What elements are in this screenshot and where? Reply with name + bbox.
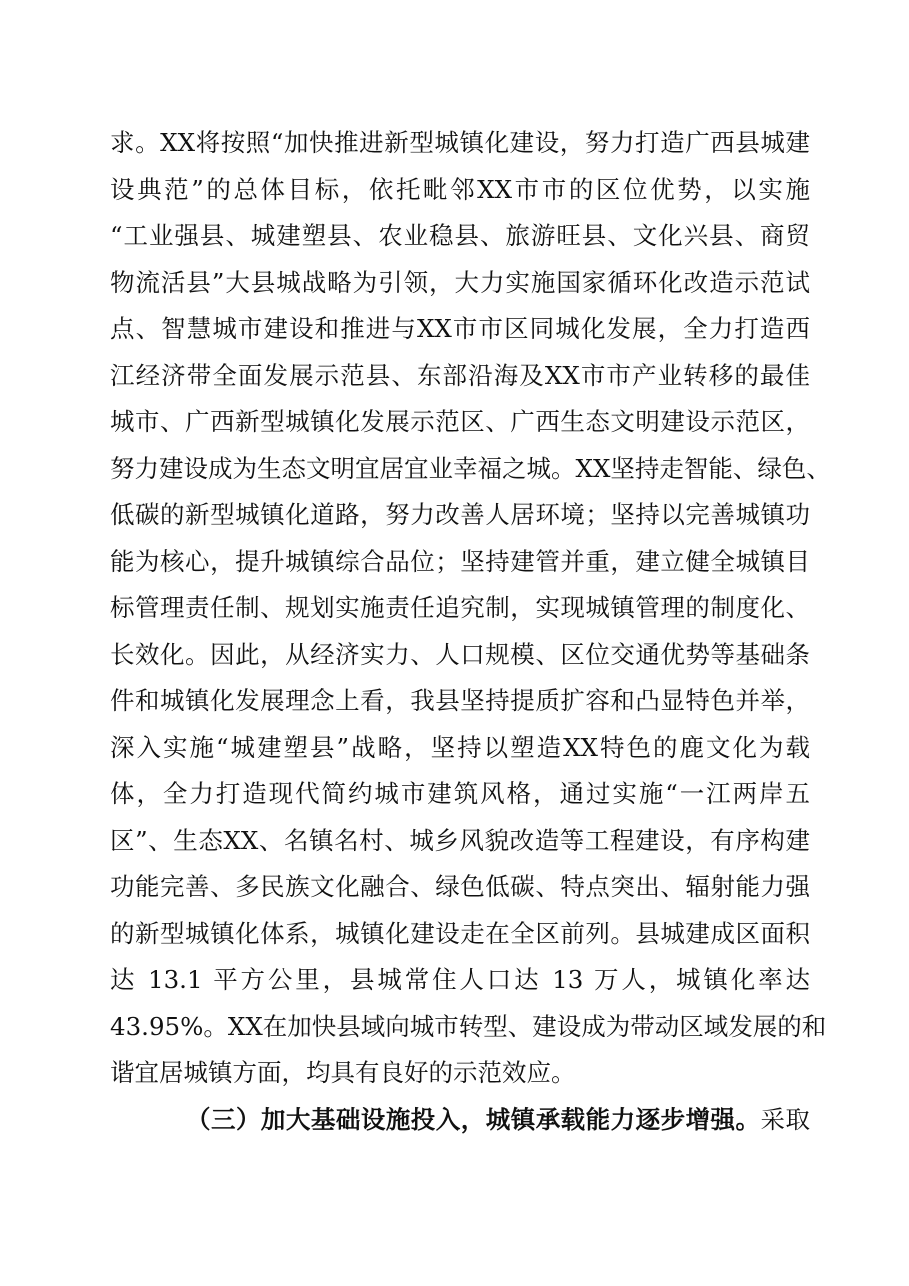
paragraph-line: 体，全力打造现代简约城市建筑风格，通过实施“一江两岸五 bbox=[110, 779, 810, 808]
section-heading-line bbox=[110, 1097, 810, 1144]
paragraph-line: 43.95%。XX在加快县域向城市转型、建设成为带动区域发展的和 bbox=[110, 1011, 827, 1041]
section-heading: （三）加大基础设施投入，城镇承载能力逐步增强。 bbox=[186, 1104, 761, 1134]
paragraph-line: 深入实施“城建塑县”战略，坚持以塑造XX特色的鹿文化为载 bbox=[110, 732, 810, 762]
paragraph-line: 的新型城镇化体系，城镇化建设走在全区前列。县城建成区面积 bbox=[110, 918, 810, 948]
paragraph-line: 达 13.1 平方公里，县城常住人口达 13 万人，城镇化率达 bbox=[110, 965, 810, 994]
paragraph-line: 件和城镇化发展理念上看，我县坚持提质扩容和凸显特色并举， bbox=[110, 686, 810, 715]
paragraph-line: 区”、生态XX、名镇名村、城乡风貌改造等工程建设，有序构建 bbox=[110, 825, 810, 855]
paragraph-line: 求。XX将按照“加快推进新型城镇化建设，努力打造广西县城建 bbox=[110, 128, 810, 157]
heading-continuation: 采取 bbox=[760, 1104, 811, 1134]
paragraph-line: 功能完善、多民族文化融合、绿色低碳、特点突出、辐射能力强 bbox=[110, 872, 810, 901]
paragraph-line: 设典范”的总体目标，依托毗邻XX市市的区位优势，以实施 bbox=[110, 174, 810, 204]
paragraph-line: 江经济带全面发展示范县、东部沿海及XX市市产业转移的最佳 bbox=[110, 360, 810, 390]
paragraph-line: 物流活县”大县城战略为引领，大力实施国家循环化改造示范试 bbox=[110, 267, 810, 297]
paragraph-line: “工业强县、城建塑县、农业稳县、旅游旺县、文化兴县、商贸 bbox=[110, 221, 810, 250]
body-text bbox=[110, 120, 831, 1143]
paragraph-line: 谐宜居城镇方面，均具有良好的示范效应。 bbox=[110, 1058, 576, 1087]
paragraph-line: 长效化。因此，从经济实力、人口规模、区位交通优势等基础条 bbox=[110, 639, 810, 669]
paragraph-line: 能为核心，提升城镇综合品位；坚持建管并重，建立健全城镇目 bbox=[110, 546, 810, 576]
paragraph-line: 城市、广西新型城镇化发展示范区、广西生态文明建设示范区， bbox=[110, 407, 810, 436]
paragraph-line: 点、智慧城市建设和推进与XX市市区同城化发展，全力打造西 bbox=[110, 314, 810, 343]
paragraph-line: 努力建设成为生态文明宜居宜业幸福之城。XX坚持走智能、绿色、 bbox=[110, 453, 831, 483]
paragraph-line: 低碳的新型城镇化道路，努力改善人居环境；坚持以完善城镇功 bbox=[110, 500, 810, 529]
paragraph-line: 标管理责任制、规划实施责任追究制，实现城镇管理的制度化、 bbox=[110, 593, 810, 622]
